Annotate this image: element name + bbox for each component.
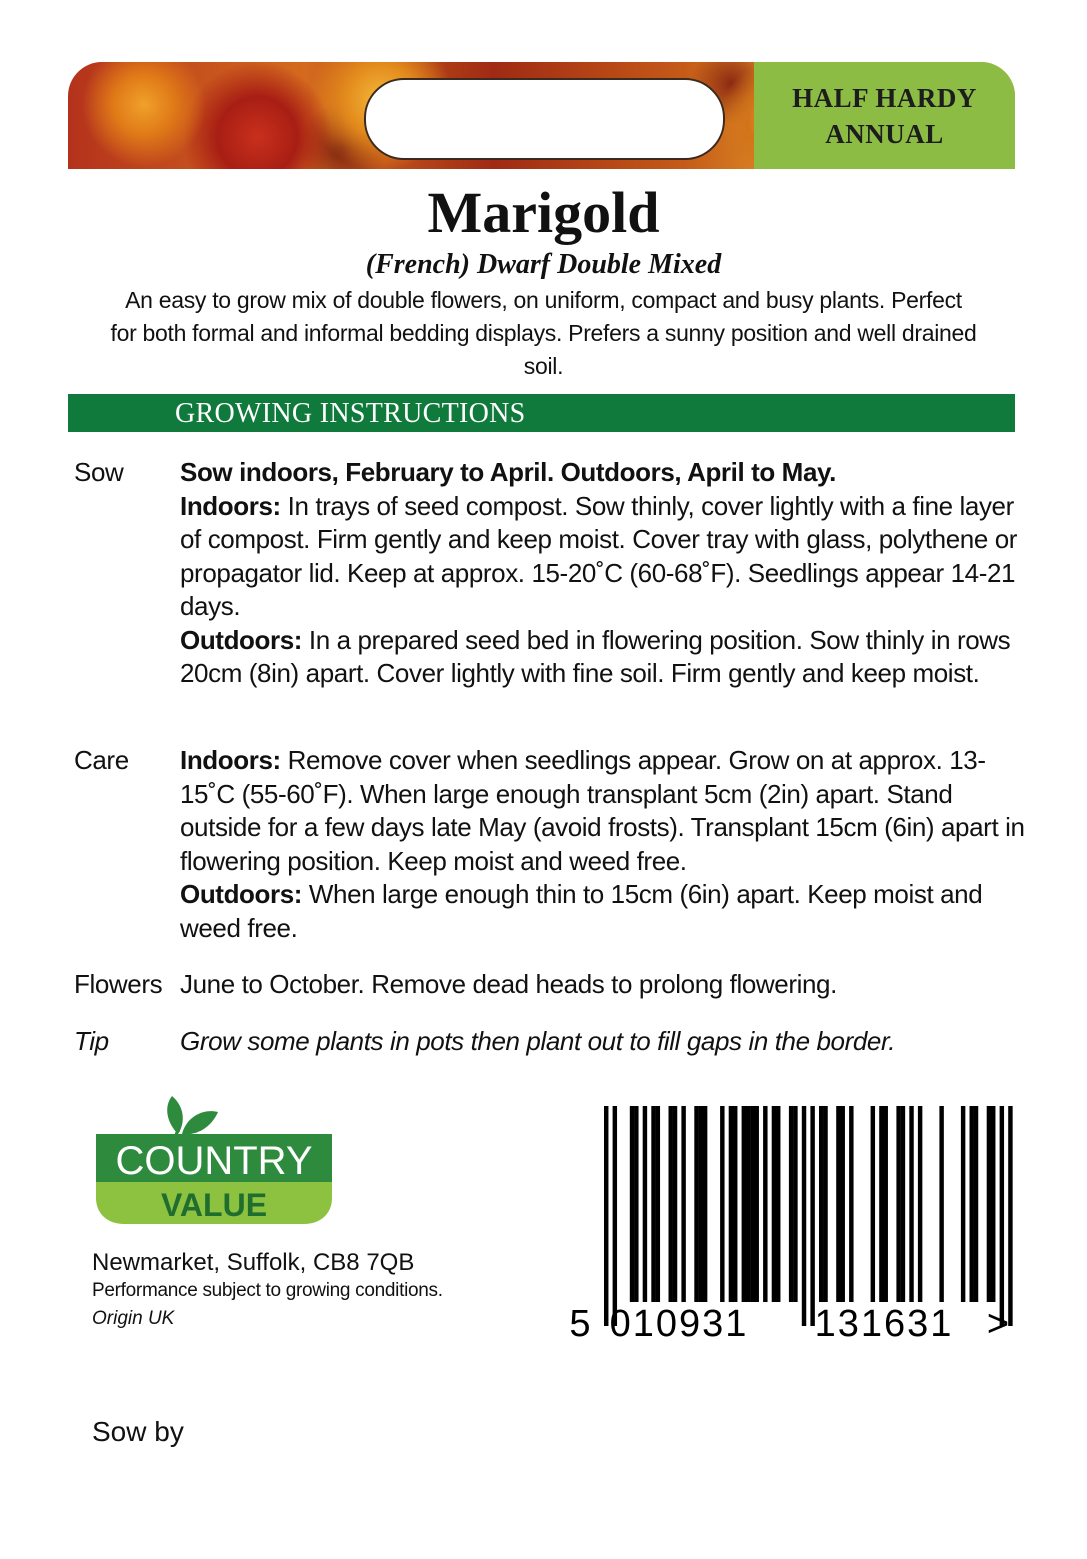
header-banner	[68, 62, 1015, 169]
barcode-bar	[772, 1106, 776, 1302]
barcode-right-group: 131631	[814, 1303, 954, 1344]
banner-window	[364, 78, 725, 160]
tip-label: Tip	[74, 1026, 109, 1056]
logo-word-country: COUNTRY	[115, 1139, 313, 1183]
barcode-bar	[823, 1106, 827, 1302]
logo-graphic	[94, 1094, 334, 1226]
barcode-bar	[879, 1106, 883, 1302]
leaf-icon-left	[167, 1096, 183, 1134]
barcode-bar	[991, 1106, 995, 1302]
barcode-bar	[974, 1106, 978, 1302]
leaf-icon-right	[182, 1111, 218, 1134]
hardiness-line1: HALF HARDY	[792, 82, 977, 113]
company-address: Newmarket, Suffolk, CB8 7QB	[92, 1249, 415, 1276]
sow-by-label: Sow by	[92, 1416, 184, 1447]
logo-word-value: VALUE	[160, 1187, 268, 1223]
barcode-graphic	[560, 1104, 1015, 1344]
performance-disclaimer: Performance subject to growing conditions.	[92, 1280, 443, 1301]
origin-label: Origin UK	[92, 1308, 175, 1329]
barcode-bars	[604, 1106, 1013, 1326]
barcode	[560, 1104, 1015, 1344]
section-heading: GROWING INSTRUCTIONS	[175, 398, 526, 429]
barcode-bar	[987, 1106, 991, 1302]
barcode-bar	[793, 1106, 797, 1302]
barcode-bar	[901, 1106, 905, 1302]
barcode-bar	[970, 1106, 974, 1302]
sow-outdoors-text: In a prepared seed bed in flowering position. Sow thinly in rows 20cm (8in) apart. Cover lightly with fine soil. Firm gently and keep moist.	[180, 624, 1011, 688]
barcode-end-mark: >	[986, 1303, 1010, 1344]
barcode-bar	[681, 1106, 685, 1302]
sow-summary: Sow indoors, February to April. Outdoors, April to May.	[180, 457, 836, 487]
barcode-bar	[634, 1106, 638, 1302]
barcode-bar	[643, 1106, 647, 1302]
barcode-bar	[789, 1106, 793, 1302]
flowers-text: June to October. Remove dead heads to prolong flowering.	[180, 969, 837, 999]
care-outdoors-text: When large enough thin to 15cm (6in) apart. Keep moist and weed free.	[180, 879, 983, 943]
product-subtitle: (French) Dwarf Double Mixed	[365, 249, 722, 280]
barcode-bar	[733, 1106, 737, 1302]
barcode-guard-bar	[613, 1106, 617, 1326]
sow-outdoors-label: Outdoors:	[180, 624, 303, 655]
sow-label: Sow	[74, 457, 124, 487]
barcode-bar	[669, 1106, 673, 1302]
barcode-bar	[836, 1106, 840, 1302]
barcode-bar	[776, 1106, 780, 1302]
country-value-logo	[94, 1094, 334, 1226]
barcode-bar	[694, 1106, 698, 1302]
sow-outdoors	[180, 624, 1030, 691]
barcode-bar	[849, 1106, 853, 1302]
barcode-bar	[819, 1106, 823, 1302]
sow-text	[180, 456, 1030, 691]
flowers-label: Flowers	[74, 969, 163, 999]
barcode-bar	[750, 1106, 754, 1302]
barcode-guard-bar	[604, 1106, 608, 1326]
tip-text: Grow some plants in pots then plant out to fill gaps in the border.	[180, 1026, 896, 1056]
barcode-bar	[939, 1106, 943, 1302]
barcode-bar	[699, 1106, 703, 1302]
care-text	[180, 744, 1030, 945]
barcode-bar	[896, 1106, 900, 1302]
care-outdoors-label: Outdoors:	[180, 879, 303, 909]
barcode-bar	[651, 1106, 655, 1302]
sow-indoors-label: Indoors:	[180, 490, 281, 521]
sow-indoors	[180, 490, 1030, 624]
growing-instructions-bar	[68, 394, 1015, 432]
barcode-guard-bar	[810, 1106, 814, 1326]
care-indoors	[180, 744, 1030, 878]
barcode-bar	[841, 1106, 845, 1302]
barcode-bar	[720, 1106, 724, 1302]
barcode-bar	[703, 1106, 707, 1302]
barcode-bar	[630, 1106, 634, 1302]
barcode-bar	[909, 1106, 913, 1302]
barcode-bar	[746, 1106, 750, 1302]
barcode-bar	[755, 1106, 759, 1302]
care-indoors-label: Indoors:	[180, 745, 281, 775]
care-indoors-text: Remove cover when seedlings appear. Grow on at approx. 13-15˚C (55-60˚F). When large enough transplant 5cm (2in) apart. Stand outside for a few days late May (avoid frosts). Transplant 15cm (6in) apart in flowering position. Keep moist and weed free.	[180, 745, 1025, 876]
barcode-bar	[742, 1106, 746, 1302]
barcode-first-digit: 5	[569, 1303, 591, 1344]
barcode-left-group: 010931	[609, 1303, 749, 1344]
sow-indoors-text: In trays of seed compost. Sow thinly, cover lightly with a fine layer of compost. Firm gently and keep moist. Cover tray with glass, polythene or propagator lid. Keep at approx. 15-20˚C (60-68˚F). Seedlings appear 14-21 days.	[180, 490, 1018, 621]
product-description: An easy to grow mix of double flowers, on uniform, compact and busy plants. Perfect for both formal and informal bedding displays. Prefers a sunny position and well drained soil.	[110, 287, 977, 379]
barcode-bar	[961, 1106, 965, 1302]
barcode-bar	[918, 1106, 922, 1302]
care-outdoors	[180, 878, 1030, 945]
product-title: Marigold	[427, 180, 660, 245]
barcode-bar	[673, 1106, 677, 1302]
care-label: Care	[74, 745, 129, 775]
barcode-guard-bar	[1000, 1106, 1004, 1326]
hardiness-line2: ANNUAL	[825, 118, 944, 149]
barcode-bar	[884, 1106, 888, 1302]
barcode-bar	[763, 1106, 767, 1302]
barcode-guard-bar	[1008, 1106, 1012, 1326]
barcode-bar	[656, 1106, 660, 1302]
barcode-bar	[871, 1106, 875, 1302]
barcode-bar	[729, 1106, 733, 1302]
hardiness-badge	[754, 62, 1015, 169]
barcode-guard-bar	[802, 1106, 806, 1326]
